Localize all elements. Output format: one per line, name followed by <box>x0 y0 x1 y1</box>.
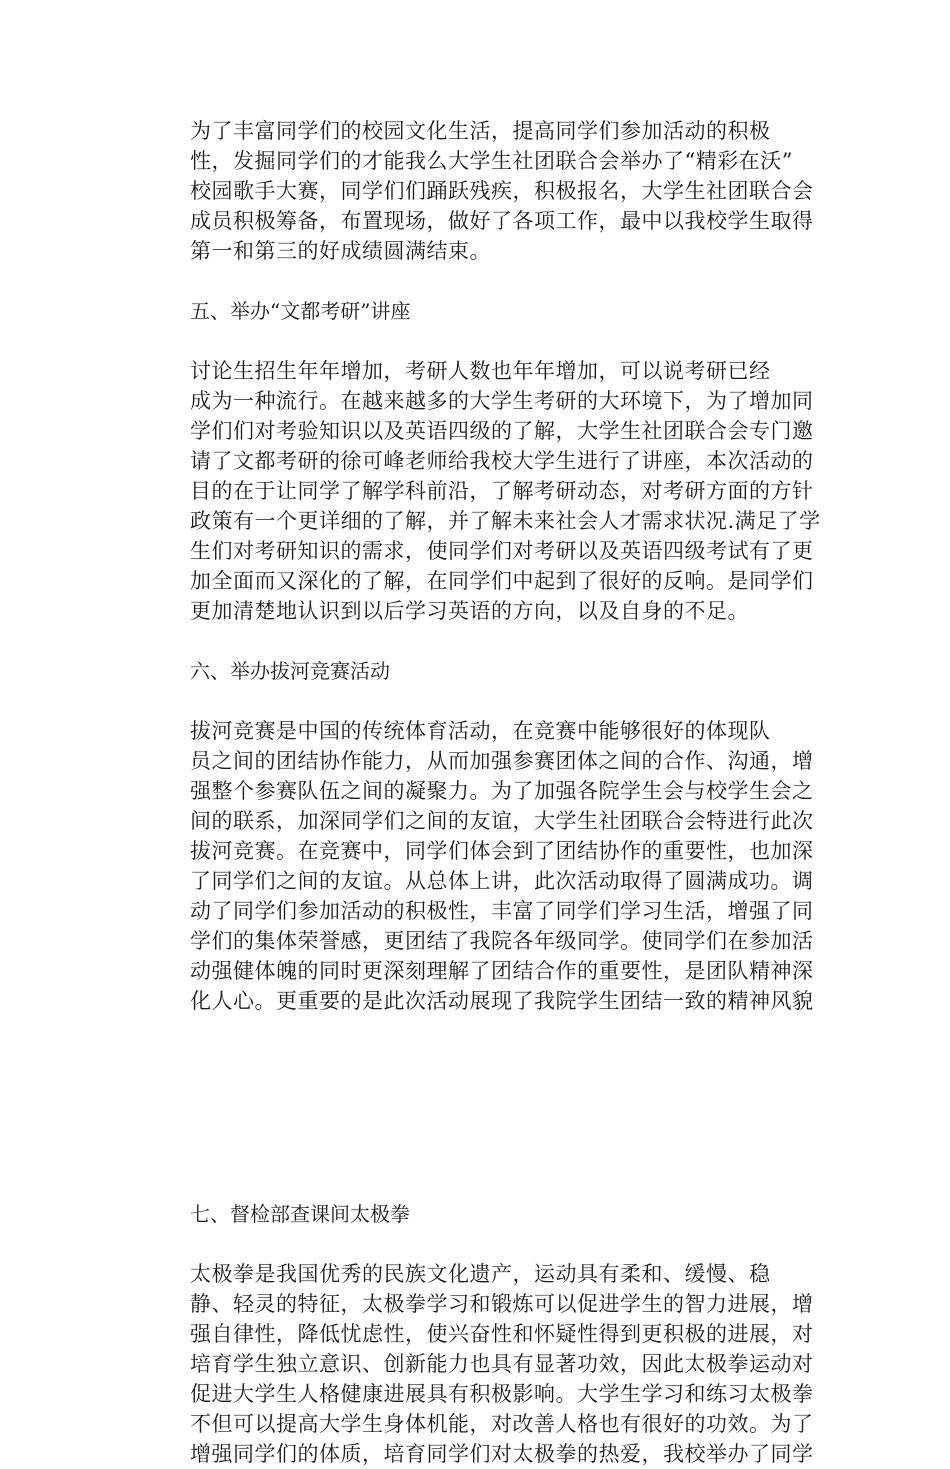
text-line: 讨论生招生年年增加，考研人数也年年增加，可以说考研已经 <box>190 359 771 383</box>
text-line: 动了同学们参加活动的积极性，丰富了同学们学习生活，增强了同 <box>190 899 814 923</box>
text-line: 拔河竞赛是中国的传统体育活动，在竞赛中能够很好的体现队 <box>190 719 771 743</box>
paragraph-singer-contest <box>148 116 814 266</box>
section-heading-7: 七、督检部查课间太极拳 <box>190 1202 410 1226</box>
text-line: 拔河竞赛。在竞赛中，同学们体会到了团结协作的重要性，也加深 <box>190 839 814 863</box>
text-line: 增强同学们的体质，培育同学们对太极拳的热爱，我校举办了同学 <box>190 1442 814 1466</box>
document-page <box>148 116 821 1469</box>
text-line: 强自律性，降低忧虑性，使兴奋性和怀疑性得到更积极的进展，对 <box>190 1322 814 1346</box>
text-line: 更加清楚地认识到以后学习英语的方向，以及自身的不足。 <box>190 599 749 623</box>
text-line: 目的在于让同学了解学科前沿，了解考研动态，对考研方面的方针 <box>190 479 814 503</box>
section-heading-5: 五、举办“文都考研”讲座 <box>190 299 411 323</box>
text-line: 成为一种流行。在越来越多的大学生考研的大环境下，为了增加同 <box>190 389 814 413</box>
text-line: 促进大学生人格健康进展具有积极影响。大学生学习和练习太极拳 <box>190 1382 814 1406</box>
text-line: 太极拳是我国优秀的民族文化遗产，运动具有柔和、缓慢、稳 <box>190 1262 771 1286</box>
text-line: 静、轻灵的特征，太极拳学习和锻炼可以促进学生的智力进展，增 <box>190 1292 814 1316</box>
text-line: 间的联系，加深同学们之间的友谊，大学生社团联合会特进行此次 <box>190 809 814 833</box>
paragraph-tug-of-war <box>148 716 814 1016</box>
text-line: 第一和第三的好成绩圆满结束。 <box>190 239 491 263</box>
text-line: 加全面而又深化的了解，在同学们中起到了很好的反响。是同学们 <box>190 569 814 593</box>
text-line: 学们们对考验知识以及英语四级的了解，大学生社团联合会专门邀 <box>190 419 814 443</box>
text-line: 为了丰富同学们的校园文化生活，提高同学们参加活动的积极 <box>190 119 771 143</box>
text-line: 请了文都考研的徐可峰老师给我校大学生进行了讲座，本次活动的 <box>190 449 814 473</box>
text-line: 了同学们之间的友谊。从总体上讲，此次活动取得了圆满成功。调 <box>190 869 814 893</box>
text-line: 生们对考研知识的需求，使同学们对考研以及英语四级考试有了更 <box>190 539 814 563</box>
text-line: 培育学生独立意识、创新能力也具有显著功效，因此太极拳运动对 <box>190 1352 814 1376</box>
text-line: 强整个参赛队伍之间的凝聚力。为了加强各院学生会与校学生会之 <box>190 779 814 803</box>
text-line: 不但可以提高大学生身体机能，对改善人格也有很好的功效。为了 <box>190 1412 814 1436</box>
text-line: 员之间的团结协作能力，从而加强参赛团体之间的合作、沟通，增 <box>190 749 814 773</box>
text-line: 学们的集体荣誉感，更团结了我院各年级同学。使同学们在参加活 <box>190 929 814 953</box>
text-line: 校园歌手大赛，同学们们踊跃残疾，积极报名，大学生社团联合会 <box>190 179 814 203</box>
text-line: 政策有一个更详细的了解，并了解未来社会人才需求状况.满足了学 <box>190 509 821 533</box>
paragraph-tai-chi <box>148 1259 814 1469</box>
text-line: 性，发掘同学们的才能我么大学生社团联合会举办了“精彩在沃” <box>190 149 793 173</box>
paragraph-lecture <box>148 356 821 626</box>
text-line: 动强健体魄的同时更深刻理解了团结合作的重要性，是团队精神深 <box>190 959 814 983</box>
text-line: 化人心。更重要的是此次活动展现了我院学生团结一致的精神风貌 <box>190 989 814 1013</box>
section-heading-6: 六、举办拔河竞赛活动 <box>190 659 390 683</box>
text-line: 成员积极筹备，布置现场，做好了各项工作，最中以我校学生取得 <box>190 209 814 233</box>
